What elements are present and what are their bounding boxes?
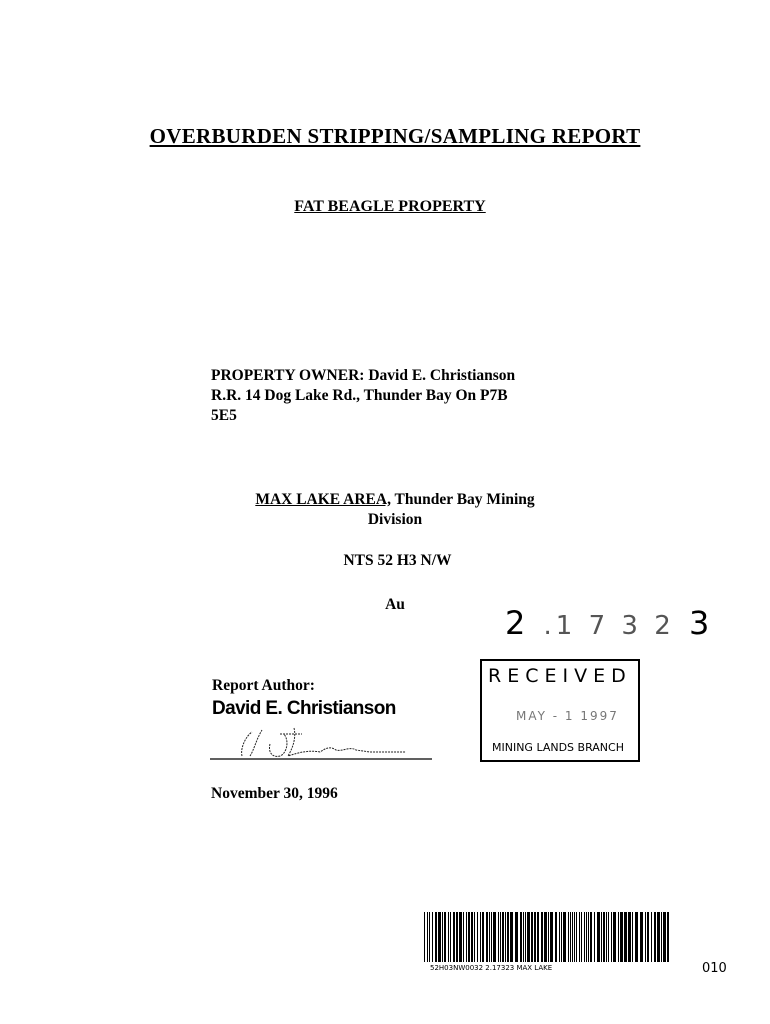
commodity: Au	[385, 596, 405, 613]
signature	[210, 722, 435, 764]
area-division-line2: Division	[367, 511, 423, 528]
received-stamp-date: MAY - 1 1997	[516, 709, 619, 723]
file-number-main: 2	[505, 604, 530, 642]
nts-reference: NTS 52 H3 N/W	[343, 552, 452, 569]
received-stamp	[480, 659, 640, 762]
postal-line: 5E5	[211, 407, 237, 424]
area-division: Thunder Bay Mining	[390, 491, 535, 508]
author-label: Report Author:	[212, 677, 315, 694]
barcode-caption: 52H03NW0032 2.17323 MAX LAKE	[430, 964, 553, 972]
area-name: MAX LAKE AREA,	[255, 491, 391, 508]
report-date: November 30, 1996	[211, 785, 338, 802]
area-block	[0, 490, 770, 530]
author-name: David E. Christianson	[212, 698, 396, 719]
received-stamp-header: RECEIVED	[488, 665, 632, 687]
file-number-stamp	[505, 604, 713, 642]
report-title: OVERBURDEN STRIPPING/SAMPLING REPORT	[149, 124, 641, 148]
page-number: 010	[702, 961, 727, 976]
received-stamp-footer: MINING LANDS BRANCH	[492, 741, 624, 754]
property-name: FAT BEAGLE PROPERTY	[294, 198, 486, 215]
owner-line: PROPERTY OWNER: David E. Christianson	[211, 367, 516, 384]
address-line: R.R. 14 Dog Lake Rd., Thunder Bay On P7B	[211, 387, 508, 404]
owner-block	[211, 366, 515, 426]
file-number-faint: .1 7 3 2	[543, 611, 675, 641]
file-number-end: 3	[688, 604, 714, 642]
barcode	[420, 912, 672, 964]
